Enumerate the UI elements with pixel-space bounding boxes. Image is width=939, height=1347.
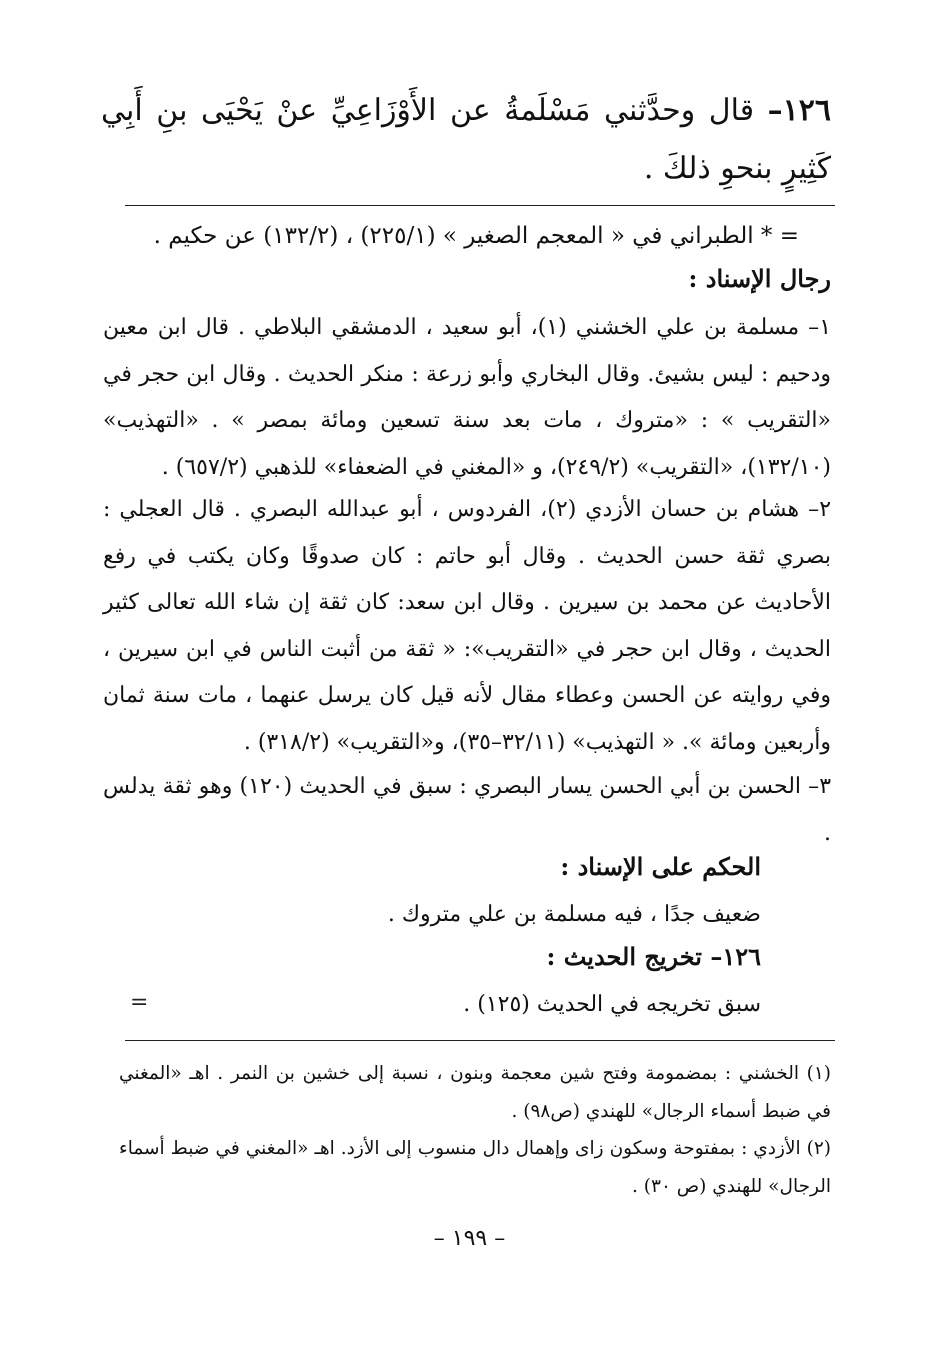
text-divider	[125, 205, 835, 206]
footnote-divider	[125, 1040, 835, 1041]
continuation-mark: =	[130, 990, 149, 1015]
narrator-entry: ١– مسلمة بن علي الخشني (١)، أبو سعيد ، الدمشقي البلاطي . قال ابن معين ودحيم : ليس بشيئ. وقال البخاري وأبو زرعة : منكر الحديث . وقال ابن حجر في «التقريب » : «متروك ، مات بعد سنة تسعين ومائة بمصر » . «التهذيب» (١٣٢/١٠)، «التقريب» (٢٤٩/٢)، و «المغني في الضعفاء» للذهبي (٦٥٧/٢) .	[103, 315, 832, 480]
narrator-entry: ٢– هشام بن حسان الأزدي (٢)، الفردوس ، أبو عبدالله البصري . قال العجلي : بصري ثقة حسن الحديث . وقال أبو حاتم : كان صدوقًا وكان يكتب في رفع الأحاديث عن محمد بن سيرين . وقال ابن سعد: كان ثقة إن شاء الله تعالى كثير الحديث ، وقال ابن حجر في «التقريب»: « ثقة من أثبت الناس في ابن سيرين ، وفي روايته عن الحسن وعطاء مقال لأنه قيل كان يرسل عنهما ، مات سنة ثمان وأربعين ومائة ». « التهذيب» (٣٢/١١–٣٥)، و«التقريب» (٣١٨/٢) .	[103, 497, 832, 755]
takhrij-heading: ١٢٦– تخريج الحديث :	[546, 942, 761, 971]
takhrij-text: سبق تخريجه في الحديث (١٢٥) .	[463, 992, 761, 1017]
hukm-heading: الحكم على الإسناد :	[560, 852, 761, 881]
hadith-body: قال وحدَّثني مَسْلَمةُ عن الأَوْزَاعِيِّ عنْ يَحْيَى بنِ أَبِي كَثِيرٍ بنحوِ ذلكَ .	[101, 93, 831, 186]
continued-footnote-line: = * الطبراني في « المعجم الصغير » (٢٢٥/١) ، (١٣٢/٢) عن حكيم .	[153, 223, 799, 249]
page-number: – ١٩٩ –	[433, 1226, 506, 1251]
narrator-entry: ٣– الحسن بن أبي الحسن يسار البصري : سبق في الحديث (١٢٠) وهو ثقة يدلس .	[103, 774, 832, 846]
hadith-text	[101, 82, 831, 198]
hadith-number: ١٢٦–	[767, 93, 831, 128]
isnad-heading: رجال الإسناد :	[688, 264, 831, 293]
footnote: (٢) الأزدي : بمفتوحة وسكون زاى وإهمال دال منسوب إلى الأزد. اهـ «المغني في ضبط أسماء الرجال» للهندي (ص ٣٠) .	[119, 1138, 831, 1197]
hukm-text: ضعيف جدًا ، فيه مسلمة بن علي متروك .	[387, 902, 761, 927]
footnote: (١) الخشني : بمضمومة وفتح شين معجمة وبنون ، نسبة إلى خشين بن النمر . اهـ «المغني في ضبط أسماء الرجال» للهندي (ص٩٨) .	[119, 1063, 831, 1122]
